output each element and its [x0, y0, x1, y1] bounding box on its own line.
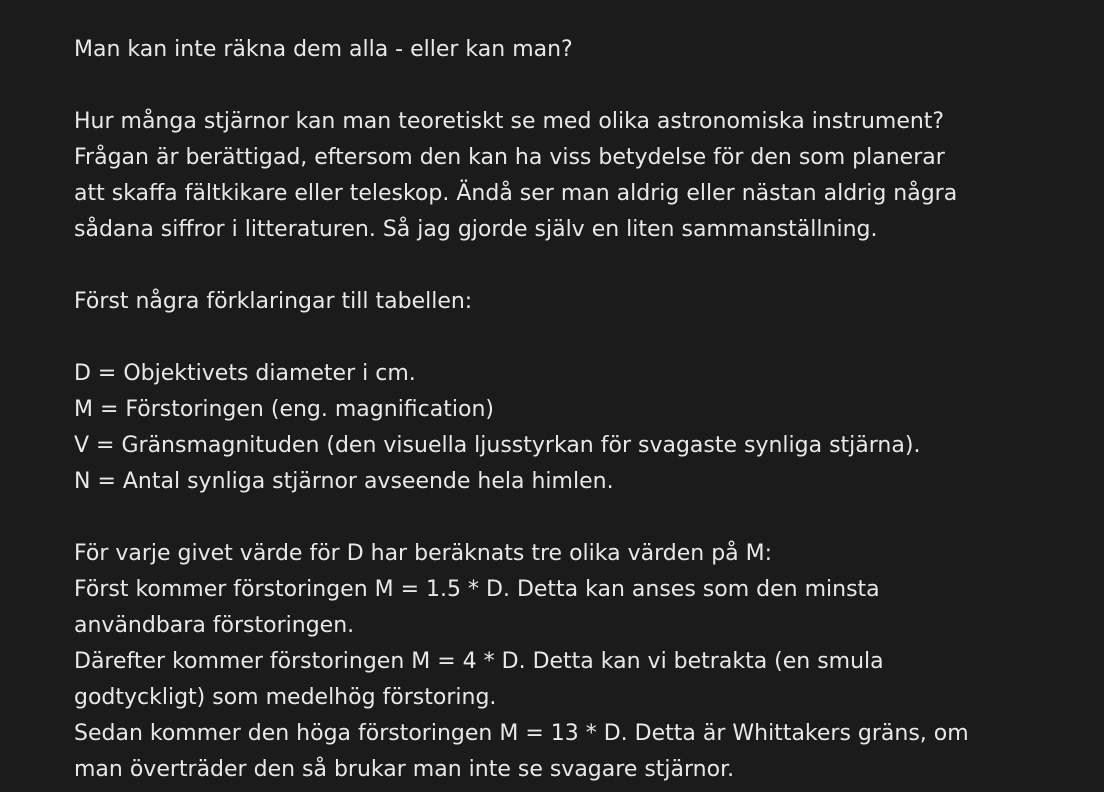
- definition-item: N = Antal synliga stjärnor avseende hela himlen.: [74, 469, 614, 494]
- paragraph-spacer: [74, 500, 1074, 536]
- magnification-line: man överträder den så brukar man inte se svagare stjärnor.: [74, 757, 735, 782]
- explanations-heading: Först några förklaringar till tabellen:: [74, 289, 473, 314]
- document-heading: Man kan inte räkna dem alla - eller kan man?: [74, 37, 573, 62]
- definitions-list: [74, 356, 1074, 500]
- definition-item: V = Gränsmagnituden (den visuella ljusstyrkan för svagaste synliga stjärna).: [74, 433, 921, 458]
- intro-line: Hur många stjärnor kan man teoretiskt se med olika astronomiska instrument?: [74, 109, 945, 134]
- intro-line: Frågan är berättigad, eftersom den kan ha viss betydelse för den som planerar: [74, 145, 945, 170]
- document-body: [74, 32, 1074, 788]
- paragraph-spacer: [74, 248, 1074, 284]
- paragraph-spacer: [74, 320, 1074, 356]
- magnification-line: Först kommer förstoringen M = 1.5 * D. Detta kan anses som den minsta: [74, 577, 880, 602]
- intro-line: sådana siffror i litteraturen. Så jag gjorde själv en liten sammanställning.: [74, 217, 878, 242]
- intro-line: att skaffa fältkikare eller teleskop. Ändå ser man aldrig eller nästan aldrig några: [74, 181, 958, 206]
- magnification-line: Därefter kommer förstoringen M = 4 * D. Detta kan vi betrakta (en smula: [74, 649, 884, 674]
- magnification-line: användbara förstoringen.: [74, 613, 355, 638]
- magnification-line: För varje givet värde för D har beräknats tre olika värden på M:: [74, 541, 773, 566]
- definition-item: M = Förstoringen (eng. magnification): [74, 397, 494, 422]
- paragraph-spacer: [74, 68, 1074, 104]
- magnification-paragraph: [74, 536, 1074, 788]
- intro-paragraph: [74, 104, 1074, 248]
- definition-item: D = Objektivets diameter i cm.: [74, 361, 416, 386]
- magnification-line: godtyckligt) som medelhög förstoring.: [74, 685, 497, 710]
- magnification-line: Sedan kommer den höga förstoringen M = 13 * D. Detta är Whittakers gräns, om: [74, 721, 969, 746]
